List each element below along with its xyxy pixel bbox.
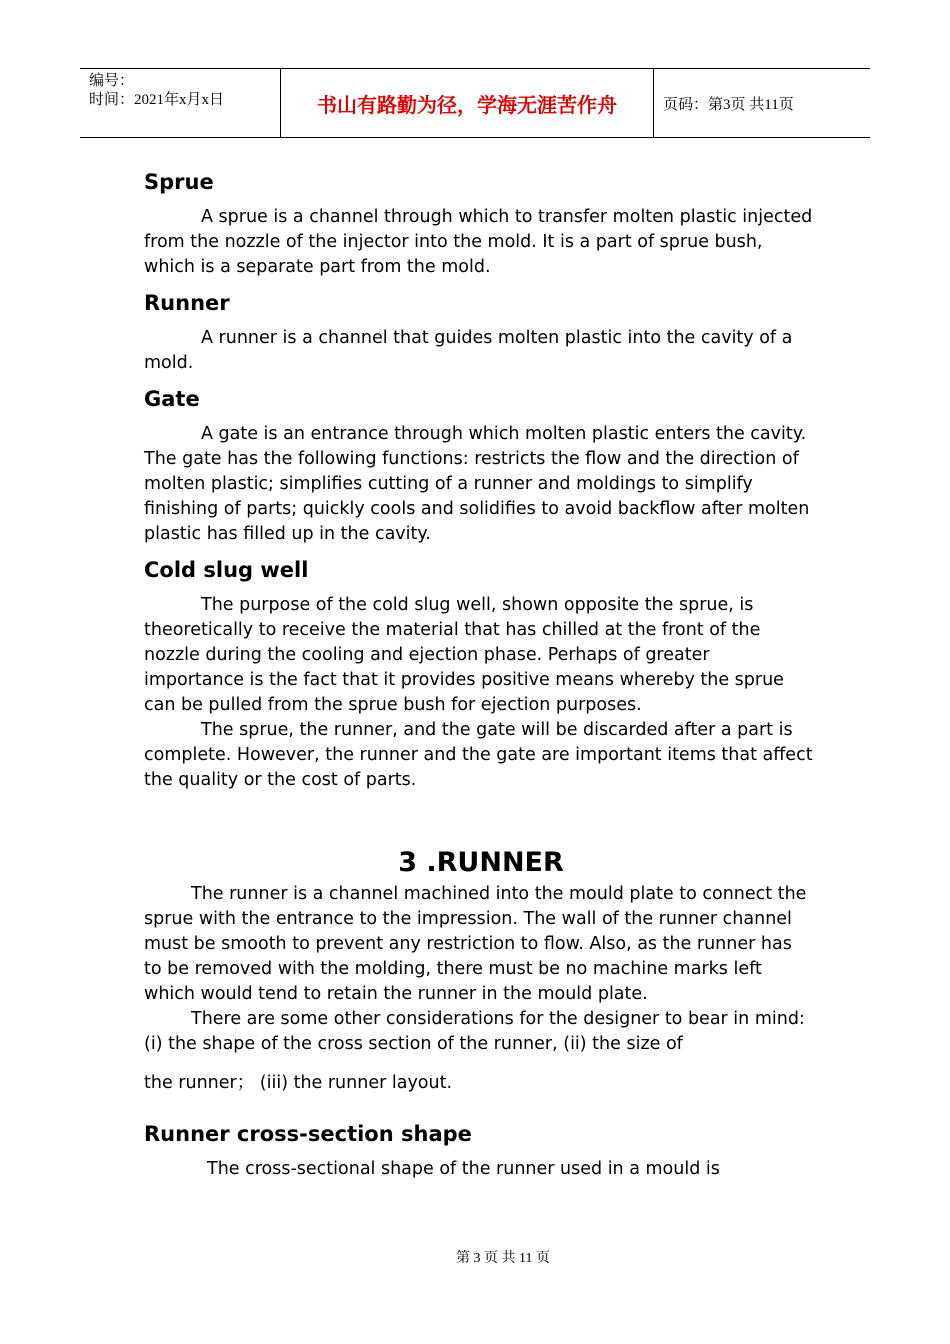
section-title-runner: Runner	[144, 291, 230, 315]
document-body	[144, 165, 814, 1182]
page-header	[80, 68, 870, 138]
paragraph-considerations-end: the runner； (iii) the runner layout.	[144, 1073, 453, 1093]
paragraph-gate: A gate is an entrance through which molten plastic enters the cavity. The gate has the following functions: restricts the flow and the direction of molten plastic; simplifies cutting of a runner and moldings to simplify finishing of parts; quickly cools and solidifies to avoid backflow after molten plastic has filled up in the cavity.	[144, 424, 810, 544]
number-label: 编号：	[89, 73, 135, 89]
time-label: 时间：2021年x月x日	[89, 92, 225, 108]
header-motto: 书山有路勤为径，学海无涯苦作舟	[281, 69, 654, 137]
header-page-info: 页码：第3页 共11页	[663, 96, 794, 113]
paragraph-discard-note: The sprue, the runner, and the gate will be discarded after a part is complete. However, the runner and the gate are important items that affect the quality or the cost of parts.	[144, 720, 813, 790]
paragraph-cross-section: The cross-sectional shape of the runner used in a mould is	[207, 1159, 720, 1179]
section-title-gate: Gate	[144, 387, 200, 411]
section-title-cross-section: Runner cross-section shape	[144, 1122, 472, 1146]
chapter-title: 3 .RUNNER	[398, 847, 564, 878]
section-title-sprue: Sprue	[144, 170, 214, 194]
paragraph-considerations: There are some other considerations for the designer to bear in mind: (i) the shape of the cross section of the runner, (ii) the size of	[144, 1009, 805, 1054]
paragraph-runner: A runner is a channel that guides molten plastic into the cavity of a mold.	[144, 328, 793, 373]
paragraph-cold-slug-well: The purpose of the cold slug well, shown opposite the sprue, is theoretically to receive the material that has chilled at the front of the nozzle during the cooling and ejection phase. Perhaps of greater importance is the fact that it provides positive means whereby the sprue can be pulled from the sprue bush for ejection purposes.	[144, 595, 784, 715]
header-meta	[80, 69, 281, 137]
page-footer: 第 3 页 共 11 页	[456, 1251, 550, 1266]
paragraph-runner-intro: The runner is a channel machined into the mould plate to connect the sprue with the entrance to the impression. The wall of the runner channel must be smooth to prevent any restriction to flow. Also, as the runner has to be removed with the molding, there must be no machine marks left which would tend to retain the runner in the mould plate.	[144, 884, 807, 1004]
section-title-cold-slug-well: Cold slug well	[144, 558, 309, 582]
paragraph-sprue: A sprue is a channel through which to transfer molten plastic injected from the nozzle of the injector into the mold. It is a part of sprue bush, which is a separate part from the mold.	[144, 207, 813, 277]
